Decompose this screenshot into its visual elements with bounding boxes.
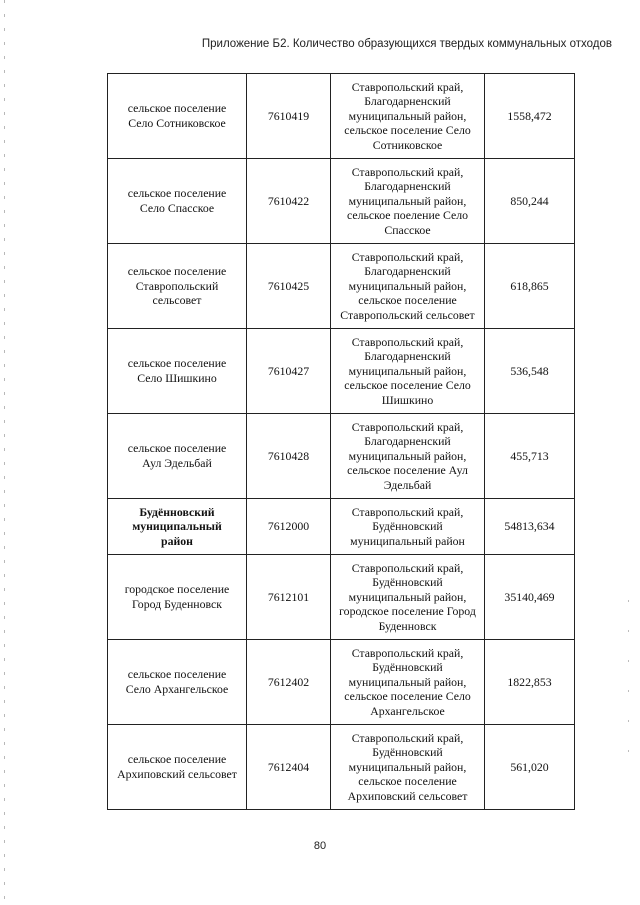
oktmo-code-cell bbox=[247, 640, 331, 725]
waste-amount-text: 618,865 bbox=[510, 278, 549, 293]
location-description-text: Ставропольский край, Будённовский муниципальный район, сельское поселение Село Архангельское bbox=[344, 645, 471, 718]
oktmo-code-text: 7610428 bbox=[267, 448, 310, 463]
waste-table-body bbox=[108, 74, 575, 810]
municipality-name-text: сельское поселение Аул Эдельбай bbox=[127, 441, 227, 470]
location-description-text: Ставропольский край, Благодарненский муниципальный район, сельское поселение Ставропольский сельсовет bbox=[340, 249, 475, 322]
location-description-text: Ставропольский край, Благодарненский муниципальный район, сельское поселение Село Сотниковское bbox=[344, 79, 471, 152]
municipality-name-cell bbox=[108, 74, 247, 159]
location-description-text: Ставропольский край, Благодарненский муниципальный район, сельское поеление Село Спасское bbox=[346, 164, 469, 237]
location-description-text: Ставропольский край, Благодарненский муниципальный район, сельское поселение Село Шишкино bbox=[344, 334, 471, 407]
location-description-text: Ставропольский край, Будённовский муниципальный район bbox=[350, 504, 465, 548]
waste-amount-cell bbox=[485, 725, 575, 810]
municipality-name-text: сельское поселение Село Сотниковское bbox=[127, 101, 227, 130]
table-row bbox=[108, 499, 575, 555]
waste-amount-text: 1558,472 bbox=[507, 108, 552, 123]
oktmo-code-cell bbox=[247, 159, 331, 244]
municipality-name-text: сельское поселение Архиповский сельсовет bbox=[117, 752, 237, 781]
location-description-cell bbox=[331, 159, 485, 244]
municipality-name-cell bbox=[108, 414, 247, 499]
location-description-cell bbox=[331, 74, 485, 159]
table-row bbox=[108, 244, 575, 329]
oktmo-code-text: 7610422 bbox=[267, 193, 310, 208]
municipality-name-cell bbox=[108, 329, 247, 414]
waste-amount-cell bbox=[485, 329, 575, 414]
location-description-text: Ставропольский край, Благодарненский муниципальный район, сельское поселение Аул Эдельбай bbox=[347, 419, 468, 492]
waste-amount-text: 536,548 bbox=[510, 363, 549, 378]
oktmo-code-text: 7610419 bbox=[267, 108, 310, 123]
oktmo-code-cell bbox=[247, 725, 331, 810]
oktmo-code-text: 7612402 bbox=[267, 674, 310, 689]
waste-amount-cell bbox=[485, 159, 575, 244]
location-description-text: Ставропольский край, Будённовский муниципальный район, сельское поселение Архиповский сельсовет bbox=[347, 730, 468, 803]
oktmo-code-cell bbox=[247, 499, 331, 555]
page-header-title: Приложение Б2. Количество образующихся твердых коммунальных отходов bbox=[201, 38, 612, 50]
municipality-name-cell bbox=[108, 244, 247, 329]
location-description-text: Ставропольский край, Будённовский муниципальный район, городское поселение Город Буденновск bbox=[339, 560, 476, 633]
waste-amount-text: 455,713 bbox=[510, 448, 549, 463]
waste-amount-text: 1822,853 bbox=[507, 674, 552, 689]
right-margin-mark bbox=[628, 600, 629, 780]
location-description-cell bbox=[331, 499, 485, 555]
waste-amount-cell bbox=[485, 244, 575, 329]
location-description-cell bbox=[331, 329, 485, 414]
table-row bbox=[108, 640, 575, 725]
municipality-name-cell bbox=[108, 725, 247, 810]
table-row bbox=[108, 74, 575, 159]
oktmo-code-cell bbox=[247, 329, 331, 414]
waste-amount-cell bbox=[485, 74, 575, 159]
municipality-name-text: городское поселение Город Буденновск bbox=[124, 582, 230, 611]
location-description-cell bbox=[331, 640, 485, 725]
oktmo-code-cell bbox=[247, 414, 331, 499]
location-description-cell bbox=[331, 414, 485, 499]
municipality-name-cell bbox=[108, 499, 247, 555]
waste-amount-text: 54813,634 bbox=[504, 519, 555, 534]
municipality-name-text: сельское поселение Село Шишкино bbox=[127, 356, 227, 385]
left-margin-mark bbox=[4, 0, 5, 905]
municipality-name-text: сельское поселение Ставропольский сельсовет bbox=[127, 264, 227, 308]
location-description-cell bbox=[331, 555, 485, 640]
table-row bbox=[108, 414, 575, 499]
waste-amount-text: 561,020 bbox=[510, 759, 549, 774]
waste-amount-text: 35140,469 bbox=[504, 589, 555, 604]
waste-table bbox=[107, 73, 575, 810]
location-description-cell bbox=[331, 725, 485, 810]
table-row bbox=[108, 329, 575, 414]
table-row bbox=[108, 159, 575, 244]
oktmo-code-cell bbox=[247, 74, 331, 159]
waste-amount-cell bbox=[485, 414, 575, 499]
municipality-name-cell bbox=[108, 555, 247, 640]
oktmo-code-text: 7612404 bbox=[267, 759, 310, 774]
oktmo-code-text: 7610425 bbox=[267, 278, 310, 293]
municipality-name-cell bbox=[108, 159, 247, 244]
municipality-name-text: сельское поселение Село Архангельское bbox=[125, 667, 229, 696]
municipality-name-text: Будённовский муниципальный район bbox=[132, 504, 222, 548]
table-row bbox=[108, 555, 575, 640]
waste-amount-cell bbox=[485, 499, 575, 555]
waste-amount-text: 850,244 bbox=[510, 193, 549, 208]
waste-amount-cell bbox=[485, 640, 575, 725]
waste-amount-cell bbox=[485, 555, 575, 640]
oktmo-code-text: 7612101 bbox=[267, 589, 310, 604]
oktmo-code-cell bbox=[247, 555, 331, 640]
page-number: 80 bbox=[313, 840, 327, 852]
oktmo-code-cell bbox=[247, 244, 331, 329]
location-description-cell bbox=[331, 244, 485, 329]
municipality-name-text: сельское поселение Село Спасское bbox=[127, 186, 227, 215]
oktmo-code-text: 7610427 bbox=[267, 363, 310, 378]
table-row bbox=[108, 725, 575, 810]
oktmo-code-text: 7612000 bbox=[267, 519, 310, 534]
municipality-name-cell bbox=[108, 640, 247, 725]
